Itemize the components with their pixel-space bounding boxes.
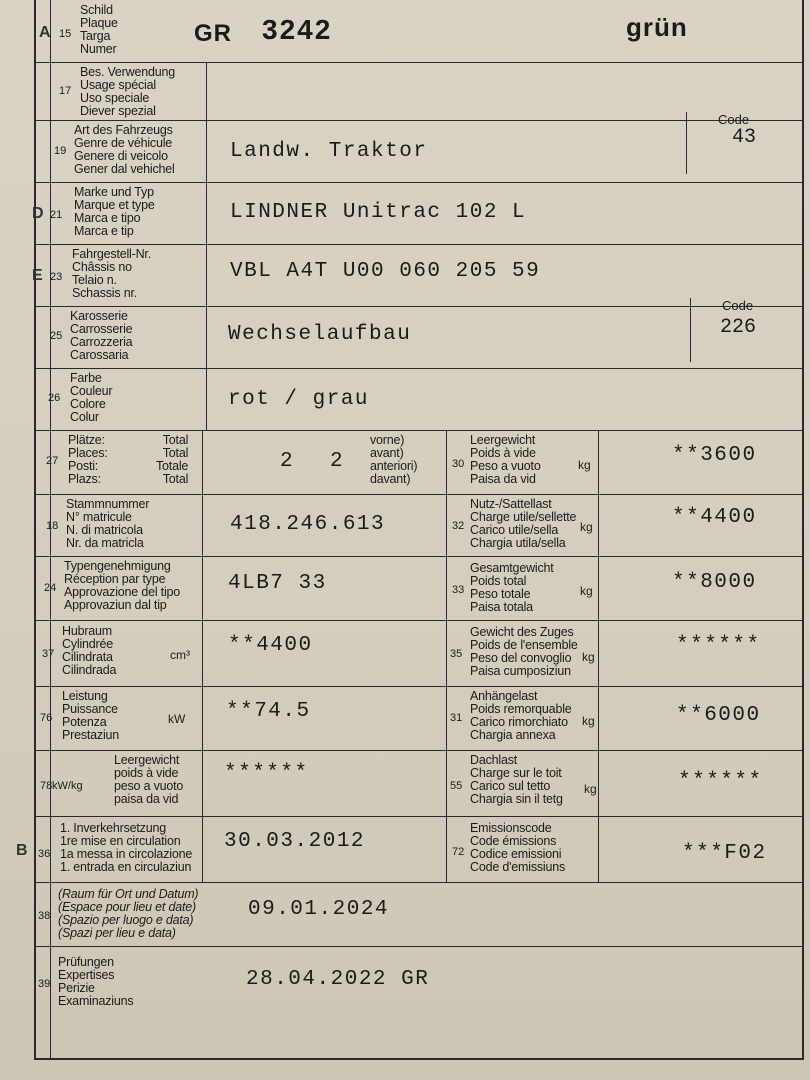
field-number-35: 35: [450, 648, 463, 660]
field-number-78: 78: [40, 780, 53, 792]
total-weight-unit: kg: [580, 584, 593, 598]
roof-load-value: ******: [678, 770, 763, 793]
vehicle-registration-form: [16, 0, 804, 1060]
field-number-27: 27: [46, 455, 59, 467]
trailer-load-label: Anhängelast Poids remorquable Carico rimorchiato Chargia annexa: [470, 689, 572, 742]
empty-weight-unit: kg: [578, 458, 591, 472]
trailer-load-unit: kg: [582, 714, 595, 728]
power-value: **74.5: [226, 700, 311, 723]
train-weight-value: ******: [676, 634, 761, 657]
field-number-30: 30: [452, 458, 465, 470]
train-weight-label: Gewicht des Zuges Poids de l'ensemble Peso del convoglio Paisa cumposiziun: [470, 625, 578, 678]
empty-weight-value: **3600: [672, 444, 757, 467]
first-registration-value: 30.03.2012: [224, 830, 366, 853]
field-number-17: 17: [59, 85, 72, 97]
field-number-15: 15: [59, 28, 72, 40]
train-weight-unit: kg: [582, 650, 595, 664]
seats-label: Plätze: Places: Posti: Plazs:: [68, 433, 108, 486]
field-number-76: 76: [40, 712, 53, 724]
total-weight-label: Gesamtgewicht Poids total Peso totale Paisa totala: [470, 561, 554, 614]
vehicle-kind-code: 43: [732, 126, 757, 149]
power-ratio-value: ******: [224, 762, 309, 785]
roof-load-label: Dachlast Charge sur le toit Carico sul tetto Chargia sin il tetg: [470, 753, 563, 806]
field-number-18: 18: [46, 520, 59, 532]
field-number-32: 32: [452, 520, 465, 532]
field-number-23: 23: [50, 271, 63, 283]
margin-letter-b: B: [16, 842, 28, 859]
margin-letter-e: E: [32, 267, 43, 284]
make-type-label: Marke und Typ Marque et type Marca e tipo Marca e tip: [74, 185, 155, 238]
plate-canton: GR: [194, 20, 232, 47]
plate-number: 3242: [262, 14, 333, 45]
payload-unit: kg: [580, 520, 593, 534]
color-label: Farbe Couleur Colore Colur: [70, 371, 113, 424]
field-number-39: 39: [38, 978, 51, 990]
field-number-25: 25: [50, 330, 63, 342]
margin-letter-a: A: [39, 24, 51, 41]
payload-value: **4400: [672, 506, 757, 529]
chassis-value: VBL A4T U00 060 205 59: [230, 260, 541, 283]
type-approval-value: 4LB7 33: [228, 572, 327, 595]
master-number-label: Stammnummer N° matricule N. di matricola Nr. da matricla: [66, 497, 150, 550]
payload-label: Nutz-/Sattellast Charge utile/sellette Carico utile/sella Chargia utila/sella: [470, 497, 577, 550]
vehicle-kind-value: Landw. Traktor: [230, 140, 428, 163]
field-number-33: 33: [452, 584, 465, 596]
field-number-31: 31: [450, 712, 463, 724]
total-weight-value: **8000: [672, 571, 757, 594]
emission-code-label: Emissionscode Code émissions Codice emissioni Code d'emissiuns: [470, 821, 566, 874]
displacement-label: Hubraum Cylindrée Cilindrata Cilindrada: [62, 624, 117, 677]
body-value: Wechselaufbau: [228, 323, 412, 346]
trailer-load-value: **6000: [676, 704, 761, 727]
master-number-value: 418.246.613: [230, 513, 386, 536]
seats-front-value: 2: [330, 450, 345, 473]
field-number-24: 24: [44, 582, 57, 594]
chassis-label: Fahrgestell-Nr. Châssis no Telaio n. Schassis nr.: [72, 247, 151, 300]
inspections-value: 28.04.2022 GR: [246, 968, 430, 991]
power-label: Leistung Puissance Potenza Prestaziun: [62, 689, 120, 742]
make-type-value: LINDNER Unitrac 102 L: [230, 201, 527, 224]
field-number-72: 72: [452, 846, 465, 858]
power-ratio-label: Leergewicht poids à vide peso a vuoto paisa da vid: [114, 753, 184, 806]
plate-color: grün: [626, 12, 688, 42]
displacement-value: **4400: [228, 634, 313, 657]
margin-letter-d: D: [32, 205, 44, 222]
roof-load-unit: kg: [584, 782, 597, 796]
vehicle-kind-code-label: Code: [718, 112, 750, 127]
empty-weight-label: Leergewicht Poids à vide Peso a vuoto Paisa da vid: [470, 433, 541, 486]
field-number-55: 55: [450, 780, 463, 792]
place-date-label: (Raum für Ort und Datum) (Espace pour lieu et date) (Spazio per luogo e data) (Spazi per lieu e data): [58, 887, 199, 940]
body-code: 226: [720, 316, 757, 339]
seats-front-label: vorne) avant) anteriori) davant): [370, 433, 418, 486]
power-ratio-unit: kW/kg: [52, 780, 83, 792]
emission-code-value: ***F02: [682, 842, 767, 865]
field-number-36: 36: [38, 848, 51, 860]
field-number-21: 21: [50, 209, 63, 221]
field-number-19: 19: [54, 145, 67, 157]
body-label: Karosserie Carrosserie Carrozzeria Carossaria: [70, 309, 133, 362]
field-number-38: 38: [38, 910, 51, 922]
plate-label: Schild Plaque Targa Numer: [80, 3, 118, 56]
row-19: [36, 120, 802, 121]
field-number-26: 26: [48, 392, 61, 404]
place-date-value: 09.01.2024: [248, 898, 390, 921]
special-use-label: Bes. Verwendung Usage spécial Uso speciale Diever spezial: [80, 65, 175, 118]
color-value: rot / grau: [228, 388, 370, 411]
seats-total-label: Total Total Totale Total: [156, 433, 189, 486]
first-registration-label: 1. Inverkehrsetzung 1re mise en circulation 1a messa in circolazione 1. entrada en circulaziun: [60, 821, 193, 874]
seats-total-value: 2: [280, 450, 295, 473]
vehicle-kind-label: Art des Fahrzeugs Genre de véhicule Genere di veicolo Gener dal vehichel: [74, 123, 175, 176]
type-approval-label: Typengenehmigung Réception par type Approvazione del tipo Approvaziun dal tip: [64, 559, 181, 612]
body-code-label: Code: [722, 298, 754, 313]
power-unit: kW: [168, 712, 186, 726]
displacement-unit: cm³: [170, 648, 190, 662]
inspections-label: Prüfungen Expertises Perizie Examinaziuns: [58, 955, 134, 1008]
field-number-37: 37: [42, 648, 55, 660]
